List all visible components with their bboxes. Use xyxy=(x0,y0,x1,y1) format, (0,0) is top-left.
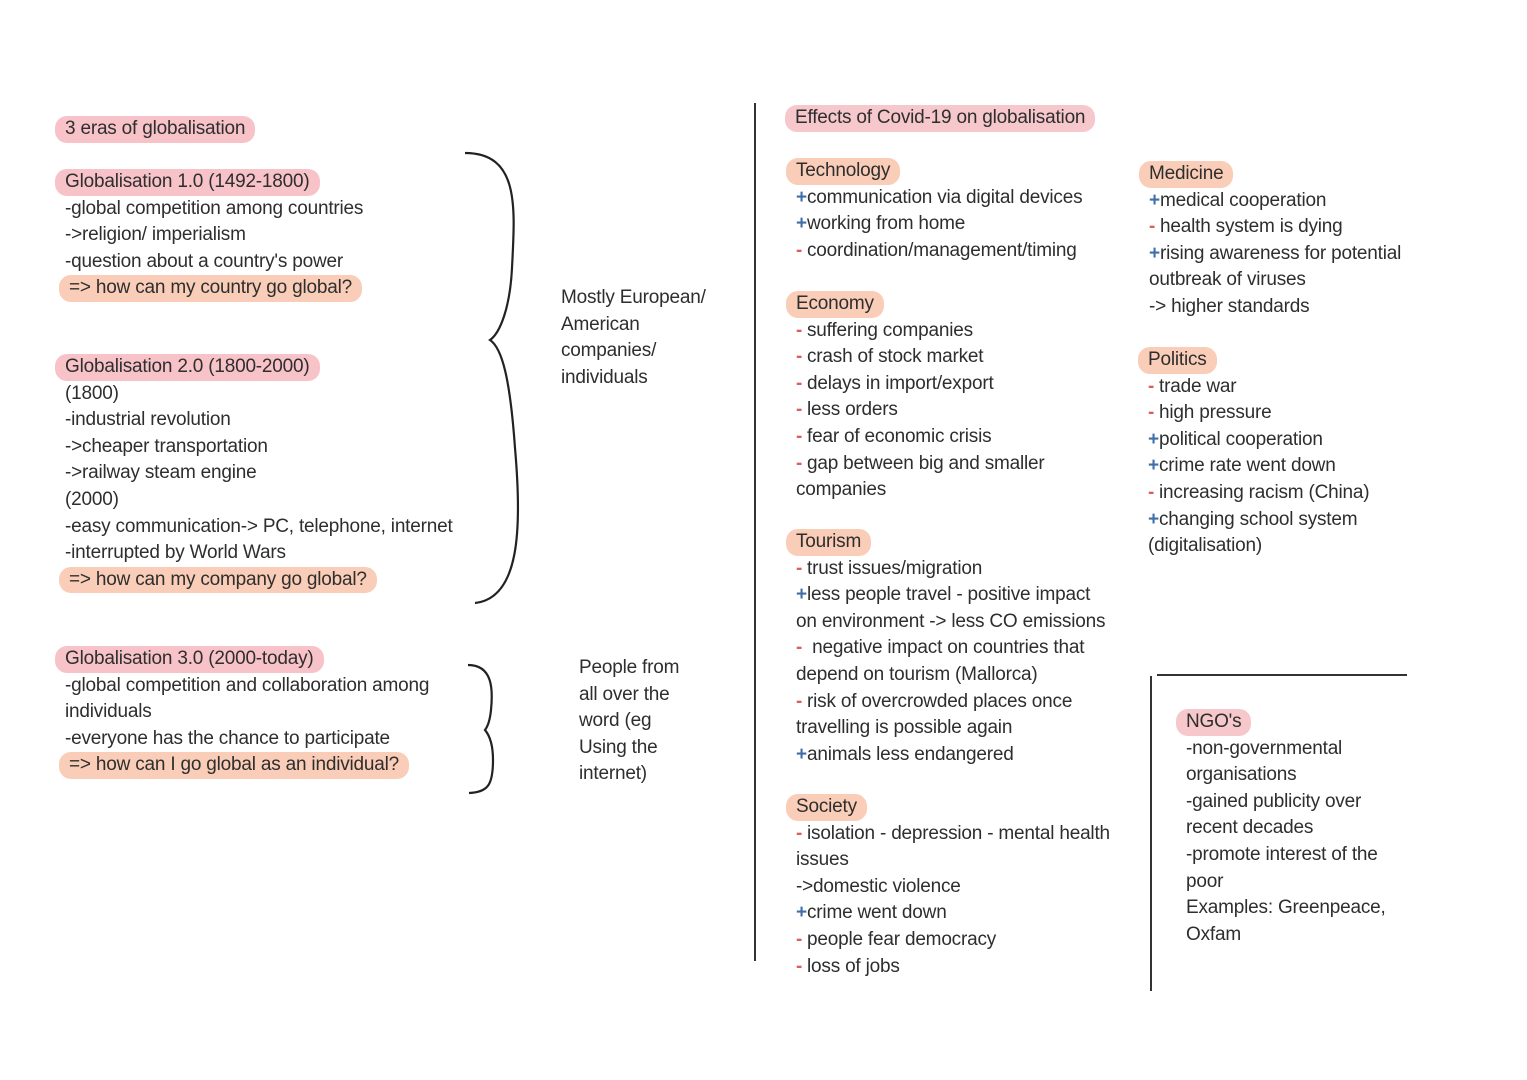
era-1-line: ->religion/ imperialism xyxy=(65,224,246,246)
plus-icon: + xyxy=(1148,428,1159,450)
note-line: People from xyxy=(579,657,680,678)
tourism-item xyxy=(796,742,1105,769)
minus-icon: - xyxy=(796,319,803,341)
politics-item-text: crime rate went down xyxy=(1159,455,1336,477)
politics-item xyxy=(1148,507,1369,534)
ngo-box-top-line xyxy=(1157,674,1407,676)
center-divider xyxy=(754,103,756,961)
minus-icon: - xyxy=(796,372,803,394)
era-3-heading: Globalisation 3.0 (2000-today) xyxy=(55,646,324,673)
note-line: Using the xyxy=(579,736,658,758)
covid-title-text: Effects of Covid-19 on globalisation xyxy=(785,105,1095,132)
tourism-item-text: on environment -> less CO emissions xyxy=(796,610,1106,632)
economy-item xyxy=(796,397,1045,424)
politics-item xyxy=(1148,453,1369,480)
economy-item-text: delays in import/export xyxy=(807,372,994,394)
technology-item xyxy=(796,185,1082,212)
medicine-item xyxy=(1149,214,1401,241)
plus-icon: + xyxy=(1148,508,1159,530)
politics-section xyxy=(1148,347,1369,560)
medicine-item-text: rising awareness for potential xyxy=(1160,242,1402,264)
economy-item-text: crash of stock market xyxy=(807,346,984,368)
plus-icon: + xyxy=(1149,242,1160,264)
minus-icon: - xyxy=(1148,402,1155,424)
society-item xyxy=(796,821,1110,848)
note-line: companies/ xyxy=(561,340,657,362)
tourism-item xyxy=(796,556,1105,583)
tourism-heading: Tourism xyxy=(786,529,871,556)
technology-item-text: communication via digital devices xyxy=(807,186,1083,208)
economy-item-text: suffering companies xyxy=(807,319,973,341)
technology-heading: Technology xyxy=(786,158,900,185)
era-3-section xyxy=(65,646,429,779)
eras-title xyxy=(65,116,255,143)
society-item-text: crime went down xyxy=(807,902,947,924)
technology-item-text: coordination/management/timing xyxy=(807,239,1077,261)
era-2-line: (1800) xyxy=(65,382,119,404)
economy-item xyxy=(796,371,1045,398)
note-line: word (eg xyxy=(579,710,652,732)
society-item-text: issues xyxy=(796,849,849,871)
politics-item xyxy=(1148,480,1369,507)
technology-item xyxy=(796,211,1082,238)
note-line: Mostly European/ xyxy=(561,287,706,308)
ngo-line: organisations xyxy=(1186,764,1297,786)
tourism-item xyxy=(796,689,1105,716)
tourism-item xyxy=(796,635,1105,662)
minus-icon: - xyxy=(796,452,803,474)
economy-item-text: companies xyxy=(796,479,887,501)
medicine-item xyxy=(1149,241,1401,268)
tourism-item xyxy=(796,582,1105,609)
ngo-line: Oxfam xyxy=(1186,923,1241,945)
minus-icon: - xyxy=(796,637,803,659)
ngo-box-left-line xyxy=(1150,676,1152,991)
covid-title xyxy=(795,105,1095,132)
society-item xyxy=(796,900,1110,927)
politics-item-text: changing school system xyxy=(1159,508,1358,530)
eras-title-text: 3 eras of globalisation xyxy=(55,116,255,143)
politics-item-text: political cooperation xyxy=(1159,428,1323,450)
minus-icon: - xyxy=(796,399,803,421)
ngo-line: Examples: Greenpeace, xyxy=(1186,897,1386,919)
economy-item-text: gap between big and smaller xyxy=(807,452,1045,474)
economy-item xyxy=(796,477,1045,504)
politics-item xyxy=(1148,427,1369,454)
society-item-text: isolation - depression - mental health xyxy=(807,822,1110,844)
society-item-text: loss of jobs xyxy=(807,955,900,977)
ngo-line: -promote interest of the xyxy=(1186,843,1378,865)
politics-item xyxy=(1148,533,1369,560)
tourism-item-text: travelling is possible again xyxy=(796,717,1013,739)
medicine-item xyxy=(1149,267,1401,294)
minus-icon: - xyxy=(796,690,803,712)
minus-icon: - xyxy=(796,346,803,368)
tourism-item-text: trust issues/migration xyxy=(807,557,983,579)
era-2-line: ->railway steam engine xyxy=(65,462,257,484)
ngo-heading: NGO's xyxy=(1176,709,1251,736)
plus-icon: + xyxy=(1149,189,1160,211)
era-2-line: -industrial revolution xyxy=(65,409,231,431)
medicine-item xyxy=(1149,188,1401,215)
politics-heading: Politics xyxy=(1138,347,1217,374)
politics-item xyxy=(1148,374,1369,401)
politics-item xyxy=(1148,400,1369,427)
minus-icon: - xyxy=(796,557,803,579)
era-2-section xyxy=(65,354,453,593)
minus-icon: - xyxy=(1148,375,1155,397)
minus-icon: - xyxy=(796,928,803,950)
era-2-heading: Globalisation 2.0 (1800-2000) xyxy=(55,354,320,381)
medicine-heading: Medicine xyxy=(1139,161,1233,188)
society-item xyxy=(796,847,1110,874)
economy-item-text: less orders xyxy=(807,399,898,421)
society-item-text: people fear democracy xyxy=(807,928,997,950)
economy-heading: Economy xyxy=(786,291,884,318)
tourism-item xyxy=(796,662,1105,689)
era-2-question: => how can my company go global? xyxy=(59,567,377,594)
technology-item-text: working from home xyxy=(807,213,966,235)
note-line: individuals xyxy=(561,366,648,388)
tourism-section xyxy=(796,529,1105,768)
era-note-people xyxy=(579,655,679,788)
ngo-line: -gained publicity over xyxy=(1186,790,1362,812)
minus-icon: - xyxy=(796,822,803,844)
minus-icon: - xyxy=(796,955,803,977)
medicine-item-text: outbreak of viruses xyxy=(1149,269,1306,291)
era-1-line: -global competition among countries xyxy=(65,197,364,219)
era-3-line: individuals xyxy=(65,701,152,723)
era-3-line: -everyone has the chance to participate xyxy=(65,727,390,749)
technology-item xyxy=(796,238,1082,265)
plus-icon: + xyxy=(1148,455,1159,477)
era-1-question: => how can my country go global? xyxy=(59,275,362,302)
era-2-line: (2000) xyxy=(65,488,119,510)
economy-item xyxy=(796,424,1045,451)
small-brace xyxy=(463,660,513,800)
era-note-european xyxy=(561,285,706,391)
note-line: all over the xyxy=(579,683,670,705)
large-brace xyxy=(460,148,530,608)
minus-icon: - xyxy=(1148,481,1155,503)
era-2-line: -interrupted by World Wars xyxy=(65,542,286,564)
plus-icon: + xyxy=(796,213,807,235)
note-line: American xyxy=(561,313,640,335)
plus-icon: + xyxy=(796,584,807,606)
plus-icon: + xyxy=(796,902,807,924)
tourism-item-text: animals less endangered xyxy=(807,743,1014,765)
tourism-item-text: depend on tourism (Mallorca) xyxy=(796,663,1038,685)
era-2-line: ->cheaper transportation xyxy=(65,435,268,457)
politics-item-text: (digitalisation) xyxy=(1148,535,1263,557)
politics-item-text: high pressure xyxy=(1159,402,1272,424)
tourism-item xyxy=(796,609,1105,636)
economy-section xyxy=(796,291,1045,504)
technology-section xyxy=(796,158,1082,264)
tourism-item-text: risk of overcrowded places once xyxy=(807,690,1073,712)
ngo-section xyxy=(1186,709,1386,948)
economy-item xyxy=(796,344,1045,371)
economy-item-text: fear of economic crisis xyxy=(807,425,992,447)
medicine-item xyxy=(1149,294,1401,321)
era-3-question: => how can I go global as an individual? xyxy=(59,752,409,779)
economy-item xyxy=(796,318,1045,345)
medicine-item-text: -> higher standards xyxy=(1149,295,1310,317)
society-item-text: ->domestic violence xyxy=(796,875,961,897)
society-item xyxy=(796,954,1110,981)
medicine-item-text: health system is dying xyxy=(1160,216,1343,238)
plus-icon: + xyxy=(796,186,807,208)
era-1-heading: Globalisation 1.0 (1492-1800) xyxy=(55,169,320,196)
note-line: internet) xyxy=(579,763,647,785)
society-item xyxy=(796,927,1110,954)
politics-item-text: increasing racism (China) xyxy=(1159,481,1370,503)
era-2-line: -easy communication-> PC, telephone, internet xyxy=(65,515,453,537)
society-section xyxy=(796,794,1110,980)
society-heading: Society xyxy=(786,794,867,821)
plus-icon: + xyxy=(796,743,807,765)
minus-icon: - xyxy=(1149,216,1156,238)
ngo-line: recent decades xyxy=(1186,817,1314,839)
society-item xyxy=(796,874,1110,901)
ngo-line: poor xyxy=(1186,870,1224,892)
era-3-line: -global competition and collaboration among xyxy=(65,674,430,696)
tourism-item xyxy=(796,715,1105,742)
era-1-line: -question about a country's power xyxy=(65,250,343,272)
economy-item xyxy=(796,451,1045,478)
medicine-item-text: medical cooperation xyxy=(1160,189,1327,211)
minus-icon: - xyxy=(796,239,803,261)
medicine-section xyxy=(1149,161,1401,321)
era-1-section xyxy=(65,169,363,302)
ngo-line: -non-governmental xyxy=(1186,737,1343,759)
tourism-item-text: less people travel - positive impact xyxy=(807,584,1091,606)
minus-icon: - xyxy=(796,425,803,447)
tourism-item-text: negative impact on countries that xyxy=(807,637,1085,659)
politics-item-text: trade war xyxy=(1159,375,1237,397)
